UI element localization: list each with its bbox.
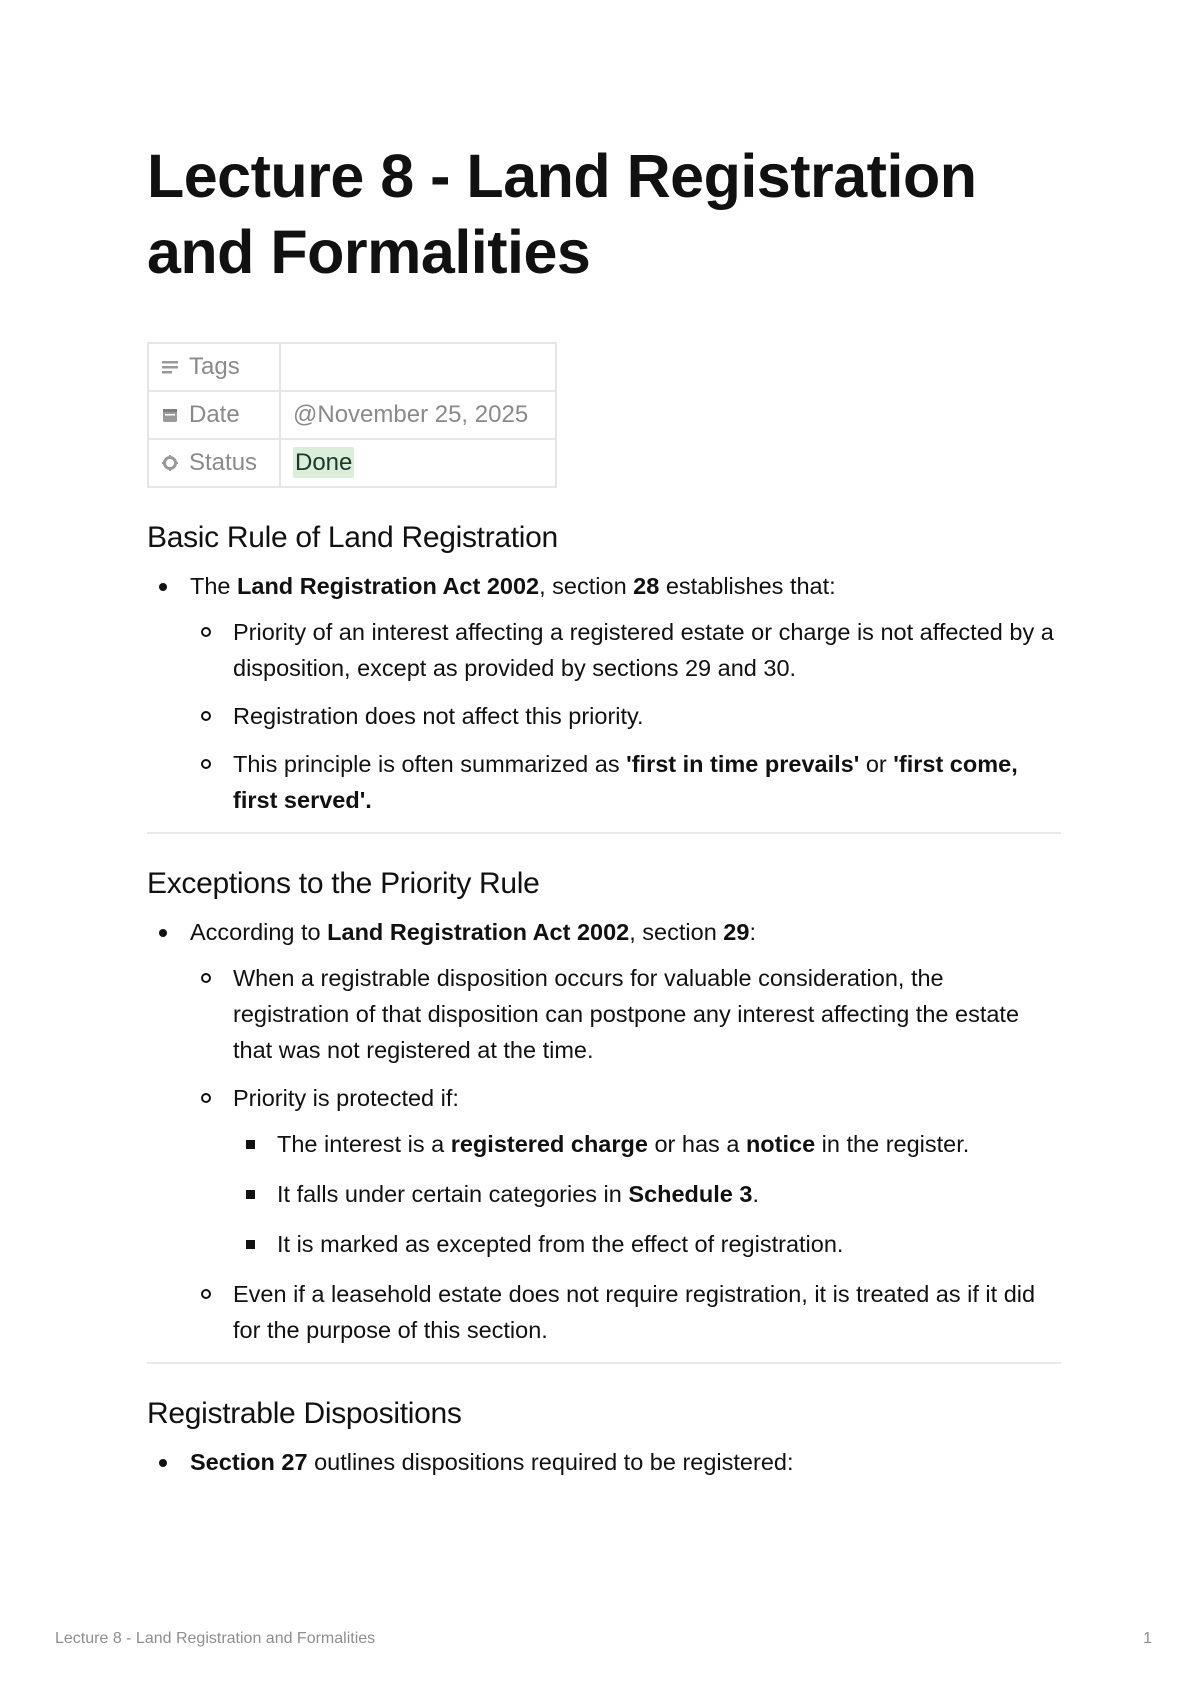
sub-list-item (190, 1080, 1061, 1262)
text: establishes that: (659, 573, 836, 599)
section-heading-exceptions: Exceptions to the Priority Rule (147, 867, 540, 900)
bold-text: 'first in time prevails' (626, 751, 860, 777)
text: Priority is protected if: (233, 1085, 459, 1111)
property-value-tags[interactable] (280, 343, 556, 391)
text: Even if a leasehold estate does not require registration, it is treated as if it did for the purpose of this section. (233, 1281, 1036, 1343)
nested-list-item (233, 1176, 1061, 1212)
bold-text: 29 (723, 919, 750, 945)
property-value-status[interactable] (280, 439, 556, 487)
date-value: @November 25, 2025 (293, 401, 529, 428)
property-label-tags: Tags (189, 353, 240, 380)
text: This principle is often summarized as (233, 751, 627, 777)
calendar-icon (161, 406, 179, 424)
text: Priority of an interest affecting a registered estate or charge is not affected by a disposition, except as provided by sections 29 and 30. (233, 619, 1054, 681)
circle-bullet-icon (201, 1093, 211, 1103)
sub-list (190, 960, 1061, 1348)
list-item (147, 568, 1061, 818)
sub-list-item (190, 614, 1061, 686)
bold-text: Land Registration Act 2002 (327, 919, 630, 945)
property-label-status: Status (189, 449, 258, 476)
nested-list-item (233, 1126, 1061, 1162)
bold-text: notice (745, 1131, 816, 1157)
text: It falls under certain categories in (277, 1181, 629, 1207)
section-heading-basic-rule: Basic Rule of Land Registration (147, 521, 558, 554)
bold-text: 'first come, first served' (233, 751, 1018, 813)
bold-text: Schedule 3 (628, 1181, 753, 1207)
bullet-icon (159, 1459, 167, 1467)
document-page (147, 138, 1061, 1490)
divider (147, 1362, 1061, 1364)
footer-page-number: 1 (1143, 1630, 1152, 1647)
property-row-tags (148, 343, 556, 391)
text: The (190, 573, 238, 599)
square-bullet-icon (246, 1240, 255, 1249)
section-list-exceptions (147, 914, 1061, 1348)
text: , section (629, 919, 724, 945)
section-list-basic-rule (147, 568, 1061, 818)
text: in the register. (815, 1131, 970, 1157)
text: outlines dispositions required to be registered: (307, 1449, 794, 1475)
circle-bullet-icon (201, 973, 211, 983)
list-icon (161, 358, 179, 376)
bullet-icon (159, 929, 167, 937)
text: According to (190, 919, 328, 945)
list-item (147, 1444, 1061, 1480)
text: The interest is a (277, 1131, 451, 1157)
divider (147, 832, 1061, 834)
list-item (147, 914, 1061, 1348)
properties-table (147, 342, 557, 488)
property-row-date (148, 391, 556, 439)
square-bullet-icon (246, 1140, 255, 1149)
sub-list (190, 614, 1061, 818)
footer-document-title: Lecture 8 - Land Registration and Formalities (55, 1630, 376, 1647)
property-key-tags (148, 343, 280, 391)
property-row-status (148, 439, 556, 487)
nested-list-item (233, 1226, 1061, 1262)
bold-text: Land Registration Act 2002 (237, 573, 540, 599)
bold-text: . (365, 787, 372, 813)
square-bullet-icon (246, 1190, 255, 1199)
sub-list-item (190, 698, 1061, 734)
nested-sub-list (233, 1126, 1061, 1262)
text: It is marked as excepted from the effect of registration. (277, 1231, 844, 1257)
text: : (749, 919, 756, 945)
circle-bullet-icon (201, 627, 211, 637)
bold-text: Section 27 (190, 1449, 308, 1475)
text: Registration does not affect this priority. (233, 703, 644, 729)
property-value-date[interactable] (280, 391, 556, 439)
status-badge: Done (295, 449, 353, 476)
circle-bullet-icon (201, 759, 211, 769)
page-title: Lecture 8 - Land Registration and Formalities (147, 142, 977, 286)
property-key-date (148, 391, 280, 439)
text: or (859, 751, 894, 777)
text: , section (539, 573, 634, 599)
property-key-status (148, 439, 280, 487)
bold-text: 28 (633, 573, 660, 599)
section-heading-registrable-dispositions: Registrable Dispositions (147, 1397, 462, 1430)
sub-list-item (190, 1276, 1061, 1348)
property-label-date: Date (189, 401, 240, 428)
text: . (752, 1181, 759, 1207)
sub-list-item (190, 960, 1061, 1068)
circle-bullet-icon (201, 1289, 211, 1299)
section-list-registrable-dispositions (147, 1444, 1061, 1480)
bold-text: registered charge (450, 1131, 648, 1157)
status-gear-icon (161, 454, 179, 472)
text: or has a (647, 1131, 746, 1157)
text: When a registrable disposition occurs for valuable consideration, the registration of that disposition can postpone any interest affecting the estate that was not registered at the time. (233, 965, 1020, 1063)
sub-list-item (190, 746, 1061, 818)
bullet-icon (159, 583, 167, 591)
circle-bullet-icon (201, 711, 211, 721)
